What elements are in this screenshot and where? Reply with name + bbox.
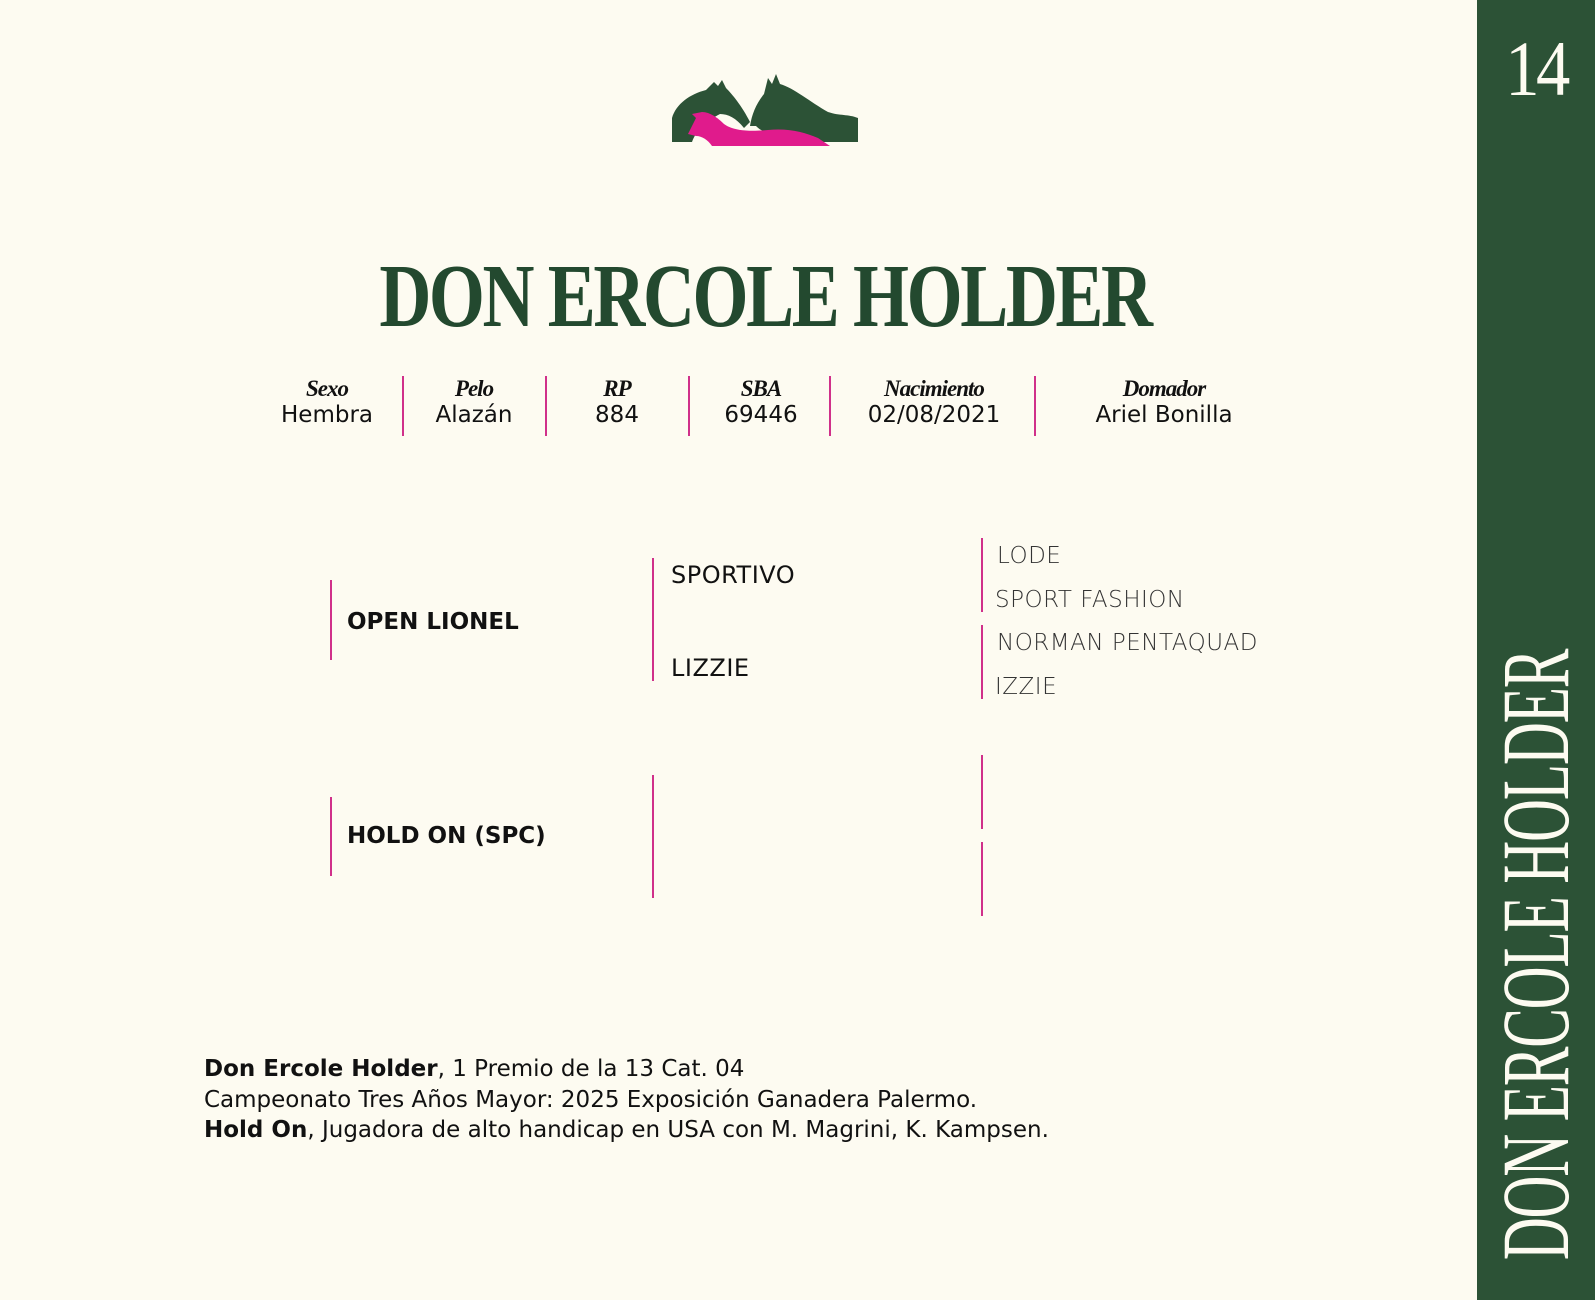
note-bold: Hold On [204, 1117, 308, 1143]
pedigree-sire-dam: LIZZIE [671, 654, 750, 682]
pedigree-bar [652, 775, 654, 898]
note-text: , 1 Premio de la 13 Cat. 04 [437, 1056, 745, 1082]
info-sba [724, 376, 797, 428]
page-title: DON ERCOLE HOLDER [379, 247, 1151, 347]
divider [402, 376, 404, 436]
pedigree-sire-sire-dam: SPORT FASHION [995, 587, 1185, 613]
pedigree-bar [981, 625, 983, 699]
pedigree-sire-dam-dam: IZZIE [995, 674, 1058, 700]
pedigree-bar [981, 538, 983, 612]
info-value: 69446 [724, 402, 798, 428]
info-label: Domador [1122, 376, 1206, 401]
page-number: 14 [1505, 25, 1567, 112]
pedigree-bar [330, 797, 332, 876]
note-line [204, 1115, 1049, 1146]
divider [1034, 376, 1036, 436]
info-rp [595, 376, 639, 428]
pedigree-sire: OPEN LIONEL [347, 609, 519, 635]
info-domador [1095, 376, 1232, 428]
info-label: Sexo [306, 376, 348, 401]
note-line [204, 1085, 1049, 1116]
info-label: RP [603, 376, 631, 401]
divider [829, 376, 831, 436]
pedigree-bar [981, 842, 983, 916]
sidebar [1477, 0, 1595, 1300]
note-line [204, 1054, 1049, 1085]
pedigree-sire-sire-sire: LODE [997, 543, 1062, 569]
info-value: Ariel Bonilla [1095, 402, 1233, 428]
pedigree-bar [981, 755, 983, 829]
pedigree-dam: HOLD ON (SPC) [347, 823, 546, 849]
note-text: , Jugadora de alto handicap en USA con M. Magrini, K. Kampsen. [307, 1117, 1049, 1143]
info-label: SBA [740, 376, 782, 401]
pedigree-bar [330, 580, 332, 660]
info-pelo [436, 376, 513, 428]
info-sexo [281, 376, 373, 428]
info-value: Hembra [281, 402, 373, 428]
note-text: Campeonato Tres Años Mayor: 2025 Exposición Ganadera Palermo. [204, 1086, 978, 1113]
note-bold: Don Ercole Holder [204, 1056, 438, 1082]
info-value: Alazán [435, 402, 513, 428]
info-label: Nacimiento [884, 376, 984, 401]
info-nacimiento [868, 376, 1001, 428]
sidebar-title: DON ERCOLE HOLDER [1482, 649, 1589, 1261]
pedigree-sire-sire: SPORTIVO [671, 561, 796, 589]
pedigree-bar [652, 558, 654, 681]
horses-logo [672, 70, 858, 150]
info-label: Pelo [454, 376, 494, 401]
divider [545, 376, 547, 436]
info-value: 02/08/2021 [867, 402, 1001, 428]
info-value: 884 [595, 402, 639, 428]
divider [688, 376, 690, 436]
pedigree-sire-dam-sire: NORMAN PENTAQUAD [997, 630, 1258, 656]
notes [204, 1054, 1049, 1146]
